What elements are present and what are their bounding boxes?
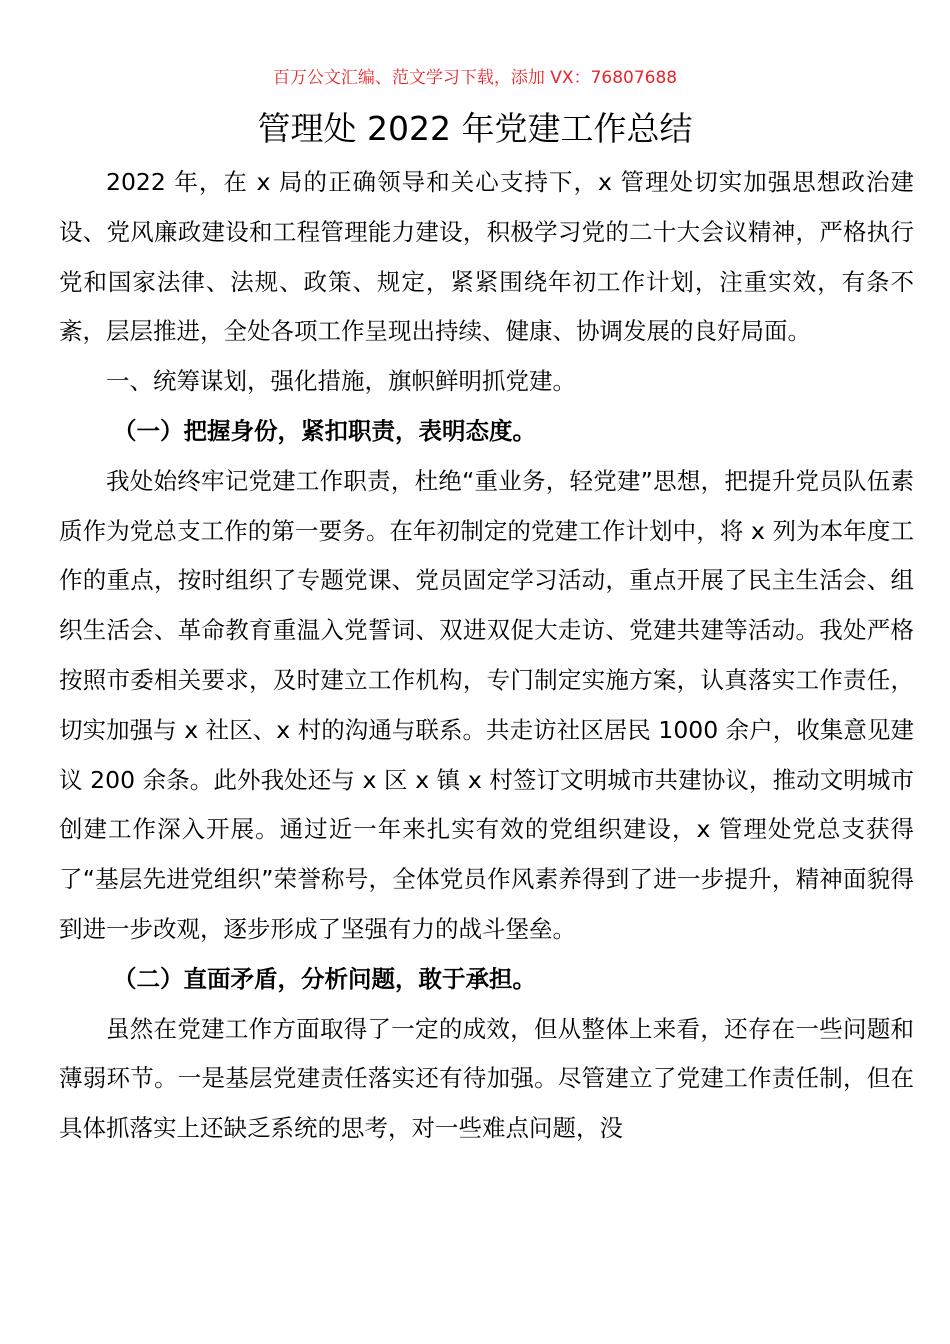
subsection-paragraph: 我处始终牢记党建工作职责，杜绝“重业务，轻党建”思想，把提升党员队伍素质作为党总支工作的第一要务。在年初制定的党建工作计划中，将 x 列为本年度工作的重点，按时组织了专题党课、党员固定学习活动，重点开展了民主生活会、组织生活会、革命教育重温入党誓词、双进双促大走访、党建共建等活动。我处严格按照市委相关要求，及时建立工作机构，专门制定实施方案，认真落实工作责任，切实加强与 x 社区、x 村的沟通与联系。共走访社区居民 1000 余户，收集意见建议 200 余条。此外我处还与 x 区 x 镇 x 村签订文明城市共建协议，推动文明城市创建工作深入开展。通过近一年来扎实有效的党组织建设，x 管理处党总支获得了“基层先进党组织”荣誉称号，全体党员作风素养得到了进一步提升，精神面貌得到进一步改观，逐步形成了坚强有力的战斗堡垒。 [59, 466, 914, 943]
subsection-heading: （一）把握身份，紧扣职责，表明态度。 [113, 416, 537, 445]
header-banner: 百万公文汇编、范文学习下载，添加 VX：76807688 [272, 68, 678, 88]
section-heading: 一、统筹谋划，强化措施，旗帜鲜明抓党建。 [106, 367, 576, 396]
subsection-heading: （二）直面矛盾，分析问题，敢于承担。 [113, 964, 537, 993]
document-body [59, 158, 914, 1154]
document-title: 管理处 2022 年党建工作总结 [257, 109, 693, 148]
subsection-paragraph: 虽然在党建工作方面取得了一定的成效，但从整体上来看，还存在一些问题和薄弱环节。一是基层党建责任落实还有待加强。尽管建立了党建工作责任制，但在具体抓落实上还缺乏系统的思考，对一些难点问题，没 [59, 1014, 914, 1143]
intro-paragraph: 2022 年，在 x 局的正确领导和关心支持下，x 管理处切实加强思想政治建设、党风廉政建设和工程管理能力建设，积极学习党的二十大会议精神，严格执行党和国家法律、法规、政策、规定，紧紧围绕年初工作计划，注重实效，有条不紊，层层推进，全处各项工作呈现出持续、健康、协调发展的良好局面。 [59, 168, 914, 346]
